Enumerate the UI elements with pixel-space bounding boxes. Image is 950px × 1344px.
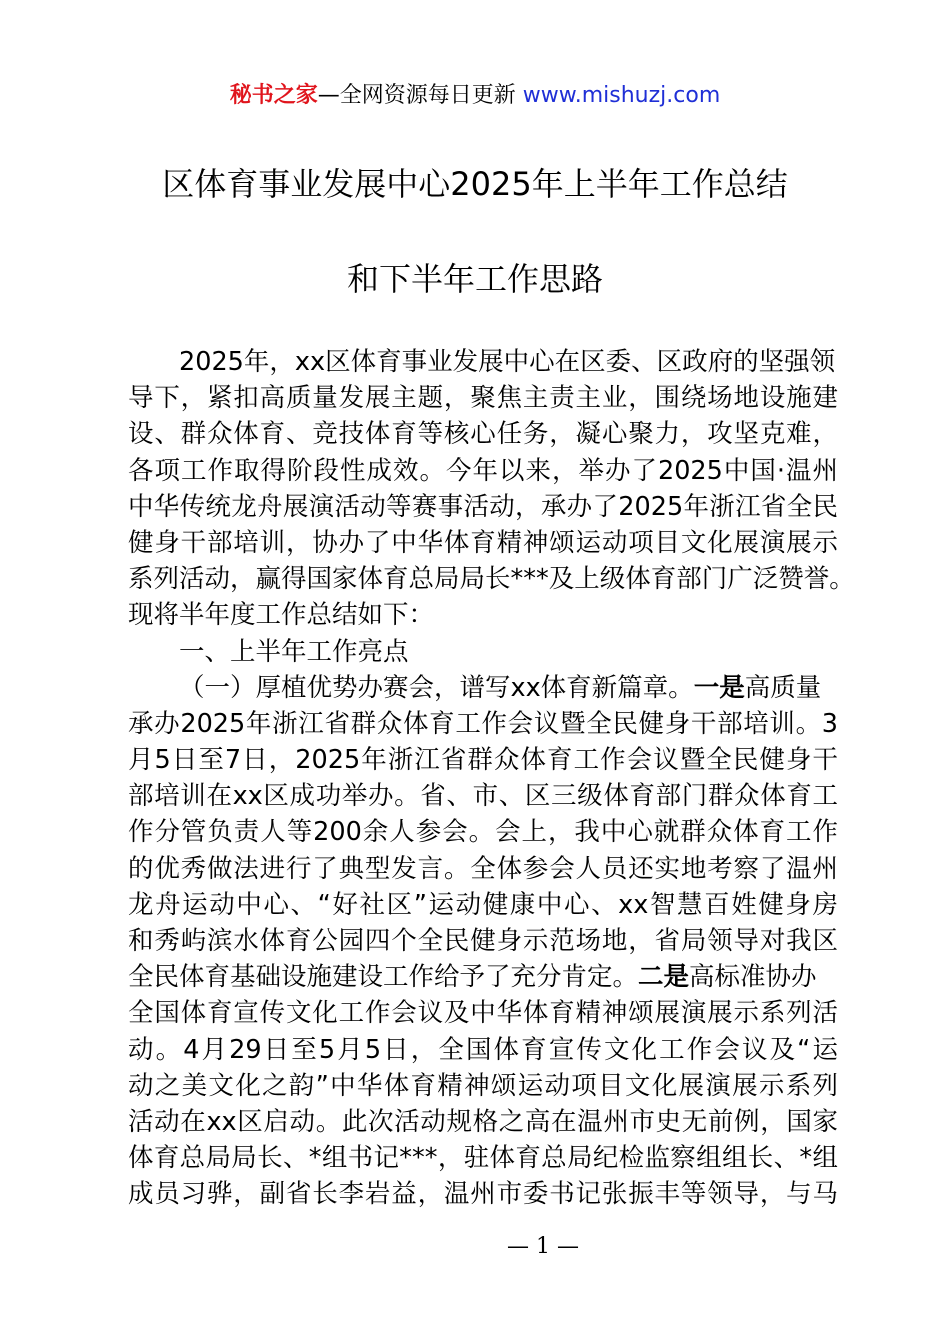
body-line: 中华传统龙舟展演活动等赛事活动，承办了2025年浙江省全民	[128, 491, 838, 522]
body-line	[128, 959, 838, 995]
body-line: 龙舟运动中心、“好社区”运动健康中心、xx智慧百姓健身房	[128, 889, 838, 920]
document-title-line-2: 和下半年工作思路	[346, 260, 603, 298]
page-footer	[0, 1232, 950, 1262]
subsection-line	[128, 670, 838, 706]
body-line: 健身干部培训，协办了中华体育精神颂运动项目文化展演展示	[128, 527, 838, 558]
body-line: 承办2025年浙江省群众体育工作会议暨全民健身干部培训。3	[128, 708, 838, 739]
point-marker-2: 二是	[638, 962, 690, 993]
body-line: 动。4月29日至5月5日，全国体育宣传文化工作会议及“运	[128, 1034, 838, 1065]
page-number: — 1 —	[507, 1234, 579, 1259]
body-line: 导下，紧扣高质量发展主题，聚焦主责主业，围绕场地设施建	[128, 383, 838, 414]
body-line: 动之美文化之韵”中华体育精神颂运动项目文化展演展示系列	[128, 1070, 838, 1101]
banner-url[interactable]: www.mishuzj.com	[522, 83, 721, 108]
body-line: 各项工作取得阶段性成效。今年以来，举办了2025中国·温州	[128, 455, 838, 486]
site-banner	[0, 80, 950, 112]
banner-slogan: —全网资源每日更新	[317, 83, 516, 108]
body-line: 体育总局局长、*组书记***，驻体育总局纪检监察组组长、*组	[128, 1143, 838, 1174]
body-line: 的优秀做法进行了典型发言。全体参会人员还实地考察了温州	[128, 853, 838, 884]
body-line: 活动在xx区启动。此次活动规格之高在温州市史无前例，国家	[128, 1106, 838, 1137]
body-line: 设、群众体育、竞技体育等核心任务，凝心聚力，攻坚克难，	[128, 419, 838, 450]
body-fragment: 高质量	[744, 672, 822, 703]
body-line: 全国体育宣传文化工作会议及中华体育精神颂展演展示系列活	[128, 998, 838, 1029]
section-heading: 一、上半年工作亮点	[179, 636, 409, 667]
body-line: 系列活动，赢得国家体育总局局长***及上级体育部门广泛赞誉。	[128, 564, 855, 595]
body-fragment: 全民体育基础设施建设工作给予了充分肯定。	[128, 962, 639, 993]
body-line: 现将半年度工作总结如下：	[128, 600, 435, 631]
document-title-line-1: 区体育事业发展中心2025年上半年工作总结	[162, 165, 788, 203]
body-line: 月5日至7日，2025年浙江省群众体育工作会议暨全民健身干	[128, 745, 838, 776]
body-text	[128, 344, 855, 1213]
point-marker-1: 一是	[693, 672, 745, 703]
body-line: 部培训在xx区成功举办。省、市、区三级体育部门群众体育工	[128, 781, 838, 812]
banner-brand: 秘书之家	[229, 83, 318, 108]
subsection-heading: （一）厚植优势办赛会，谱写xx体育新篇章。	[179, 672, 694, 703]
body-line: 和秀屿滨水体育公园四个全民健身示范场地，省局领导对我区	[128, 926, 838, 956]
body-line: 2025年，xx区体育事业发展中心在区委、区政府的坚强领	[179, 347, 836, 377]
body-line: 作分管负责人等200余人参会。会上，我中心就群众体育工作	[128, 817, 838, 848]
body-fragment: 高标准协办	[689, 962, 817, 993]
body-line: 成员习骅，副省长李岩益，温州市委书记张振丰等领导，与马	[128, 1179, 838, 1210]
